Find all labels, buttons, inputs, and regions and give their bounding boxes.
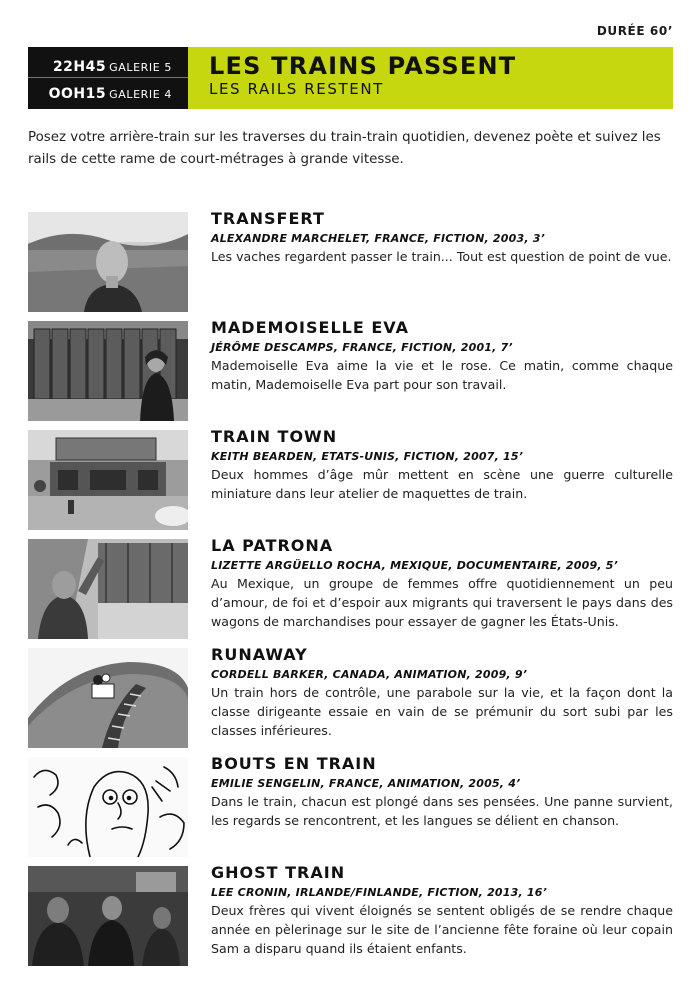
film-title: GHOST TRAIN bbox=[211, 863, 346, 882]
schedule-time: 22H45 bbox=[52, 59, 107, 75]
film-entry bbox=[28, 645, 673, 748]
film-description: Un train hors de contrôle, une parabole sur la vie, et la façon dont la classe dirigeante essaie en vain de se prémunir du sort subi par les classes inférieures. bbox=[211, 685, 673, 738]
schedule-row bbox=[53, 56, 172, 75]
film-description: Les vaches regardent passer le train... Tout est question de point de vue. bbox=[211, 249, 672, 264]
film-still bbox=[28, 430, 188, 530]
film-entry bbox=[28, 427, 673, 530]
film-still bbox=[28, 648, 188, 748]
film-entry bbox=[28, 754, 673, 857]
film-description: Dans le train, chacun est plongé dans ses pensées. Une panne survient, les regards se rencontrent, et les langues se délient en chanson. bbox=[211, 794, 673, 828]
film-description: Au Mexique, un groupe de femmes offre quotidiennement un peu d’amour, de foi et d’espoir aux migrants qui traversent le pays dans des wagons de marchandises pour essayer de gagner les États-Unis. bbox=[211, 576, 673, 629]
film-info bbox=[211, 535, 673, 631]
film-title: TRANSFERT bbox=[211, 209, 325, 228]
film-credits: LEE CRONIN, IRLANDE/FINLANDE, FICTION, 2013, 16’ bbox=[211, 886, 547, 899]
film-credits: CORDELL BARKER, CANADA, ANIMATION, 2009, 9’ bbox=[211, 668, 528, 681]
program-title: LES TRAINS PASSENT bbox=[209, 52, 517, 80]
schedule-divider bbox=[28, 77, 188, 78]
film-still bbox=[28, 212, 188, 312]
film-credits: ALEXANDRE MARCHELET, FRANCE, FICTION, 2003, 3’ bbox=[211, 232, 545, 245]
film-credits: EMILIE SENGELIN, FRANCE, ANIMATION, 2005, 4’ bbox=[211, 777, 521, 790]
film-info bbox=[211, 862, 673, 958]
film-entry bbox=[28, 318, 673, 421]
film-description: Mademoiselle Eva aime la vie et le rose. Ce matin, comme chaque matin, Mademoiselle Eva part pour son travail. bbox=[211, 358, 673, 392]
film-description: Deux hommes d’âge mûr mettent en scène une guerre culturelle miniature dans leur atelier de maquettes de train. bbox=[211, 467, 673, 501]
program-title-box bbox=[188, 47, 673, 109]
schedule-time: OOH15 bbox=[48, 86, 107, 102]
film-entry bbox=[28, 209, 673, 312]
film-description: Deux frères qui vivent éloignés se sentent obligés de se rendre chaque année en pèlerinage sur le site de l’ancienne fête foraine où leur copain Sam a disparu quand ils étaient enfants. bbox=[211, 903, 673, 956]
film-title: LA PATRONA bbox=[211, 536, 334, 555]
program-intro: Posez votre arrière-train sur les traverses du train-train quotidien, devenez poète et suivez les rails de cette rame de court-métrages à grande vitesse. bbox=[28, 130, 661, 167]
film-credits: KEITH BEARDEN, ETATS-UNIS, FICTION, 2007, 15’ bbox=[211, 450, 524, 463]
program-subtitle: LES RAILS RESTENT bbox=[209, 80, 384, 98]
film-title: TRAIN TOWN bbox=[211, 427, 338, 446]
schedule-venue: GALERIE 4 bbox=[109, 88, 172, 101]
schedule-row bbox=[49, 83, 172, 102]
film-info bbox=[211, 426, 673, 503]
film-title: BOUTS EN TRAIN bbox=[211, 754, 377, 773]
film-info bbox=[211, 644, 673, 740]
schedule-box bbox=[28, 47, 188, 109]
schedule-venue: GALERIE 5 bbox=[109, 61, 172, 74]
film-still bbox=[28, 321, 188, 421]
film-info bbox=[211, 317, 673, 394]
film-still bbox=[28, 539, 188, 639]
film-title: RUNAWAY bbox=[211, 645, 308, 664]
film-entry bbox=[28, 536, 673, 639]
film-credits: JÉRÔME DESCAMPS, FRANCE, FICTION, 2001, 7’ bbox=[211, 341, 513, 354]
program-header bbox=[28, 47, 673, 109]
film-entry bbox=[28, 863, 673, 966]
film-info bbox=[211, 208, 673, 266]
film-credits: LIZETTE ARGÜELLO ROCHA, MEXIQUE, DOCUMENTAIRE, 2009, 5’ bbox=[211, 559, 618, 572]
film-info bbox=[211, 753, 673, 830]
film-still bbox=[28, 866, 188, 966]
film-still bbox=[28, 757, 188, 857]
film-title: MADEMOISELLE EVA bbox=[211, 318, 409, 337]
duration-label: DURÉE 60’ bbox=[596, 24, 673, 38]
